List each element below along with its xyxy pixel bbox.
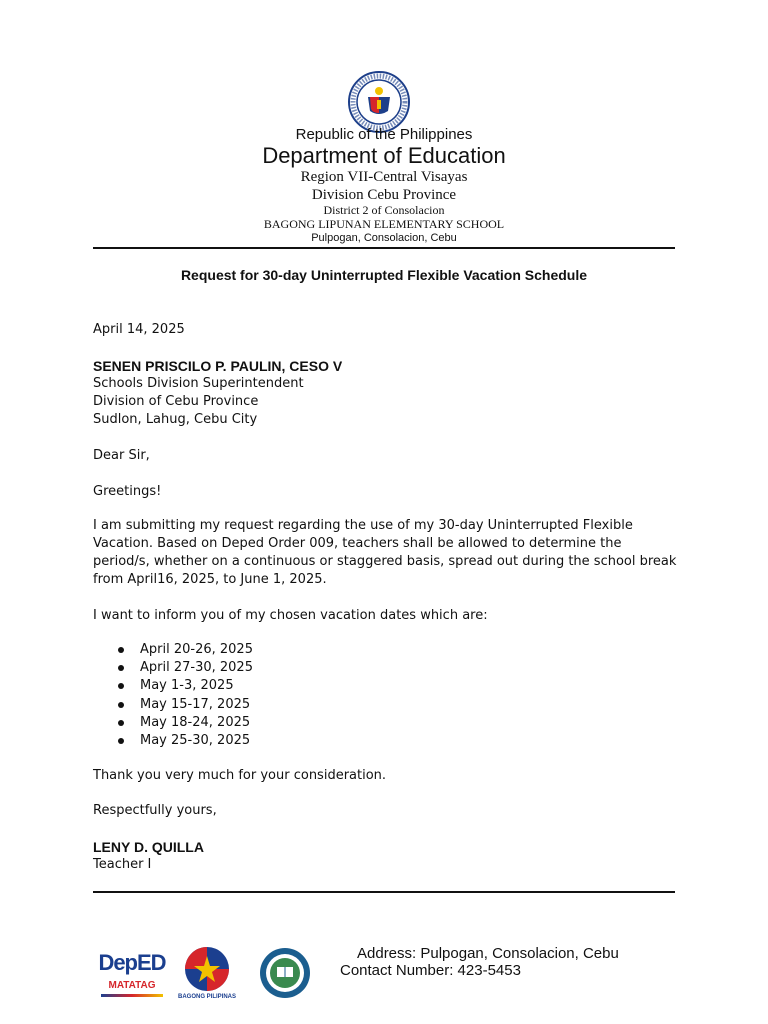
list-item: May 1-3, 2025 — [140, 677, 253, 695]
list-item: May 15-17, 2025 — [140, 696, 253, 714]
list-item: April 20-26, 2025 — [140, 641, 253, 659]
letter-date: April 14, 2025 — [93, 322, 185, 337]
list-item: May 18-24, 2025 — [140, 714, 253, 732]
paragraph-inform: I want to inform you of my chosen vacation dates which are: — [93, 608, 488, 623]
thanks-line: Thank you very much for your consideration. — [93, 768, 387, 783]
sender-name: LENY D. QUILLA — [93, 839, 204, 855]
vacation-dates-list — [93, 641, 253, 750]
salutation: Dear Sir, — [93, 448, 150, 463]
footer-address: Address: Pulpogan, Consolacion, Cebu — [357, 945, 619, 962]
footer-divider — [93, 891, 675, 893]
header-region: Region VII-Central Visayas — [300, 169, 468, 185]
recipient-address: Sudlon, Lahug, Cebu City — [93, 412, 258, 427]
deped-matatag-logo — [97, 944, 167, 1004]
footer-contact: Contact Number: 423-5453 — [340, 962, 521, 979]
bagong-pilipinas-text: BAGONG PILIPINAS — [177, 994, 236, 1000]
header-school: BAGONG LIPUNAN ELEMENTARY SCHOOL — [263, 217, 505, 231]
list-item: May 25-30, 2025 — [140, 732, 253, 750]
recipient-name: SENEN PRISCILO P. PAULIN, CESO V — [93, 358, 343, 374]
paragraph-request: I am submitting my request regarding the use of my 30-day Uninterrupted Flexible Vacation. Based on Deped Order 009, teachers shall be allowed to determine the period/s, whether on a continuous or staggered basis, spread out during the school break from April16, 2025, to June 1, 2025. — [93, 518, 677, 587]
deped-logo-text: DepED — [98, 950, 166, 975]
closing-line: Respectfully yours, — [93, 803, 217, 818]
list-item: April 27-30, 2025 — [140, 659, 253, 677]
header-country: Republic of the Philippines — [295, 126, 473, 143]
school-seal-logo — [257, 947, 313, 999]
sender-title: Teacher I — [93, 857, 152, 872]
matatag-text: MATATAG — [108, 980, 156, 991]
greeting: Greetings! — [93, 484, 162, 499]
bagong-pilipinas-logo — [176, 944, 238, 1004]
header-district: District 2 of Consolacion — [323, 203, 445, 217]
header-department: Department of Education — [262, 143, 506, 168]
header-divider — [93, 247, 675, 249]
header-division: Division Cebu Province — [311, 187, 457, 203]
recipient-office: Division of Cebu Province — [93, 394, 259, 409]
letter-subject: Request for 30-day Uninterrupted Flexible Vacation Schedule — [180, 267, 588, 283]
deped-seal-logo — [348, 71, 410, 133]
recipient-title: Schools Division Superintendent — [93, 376, 304, 391]
header-location: Pulpogan, Consolacion, Cebu — [311, 232, 457, 244]
